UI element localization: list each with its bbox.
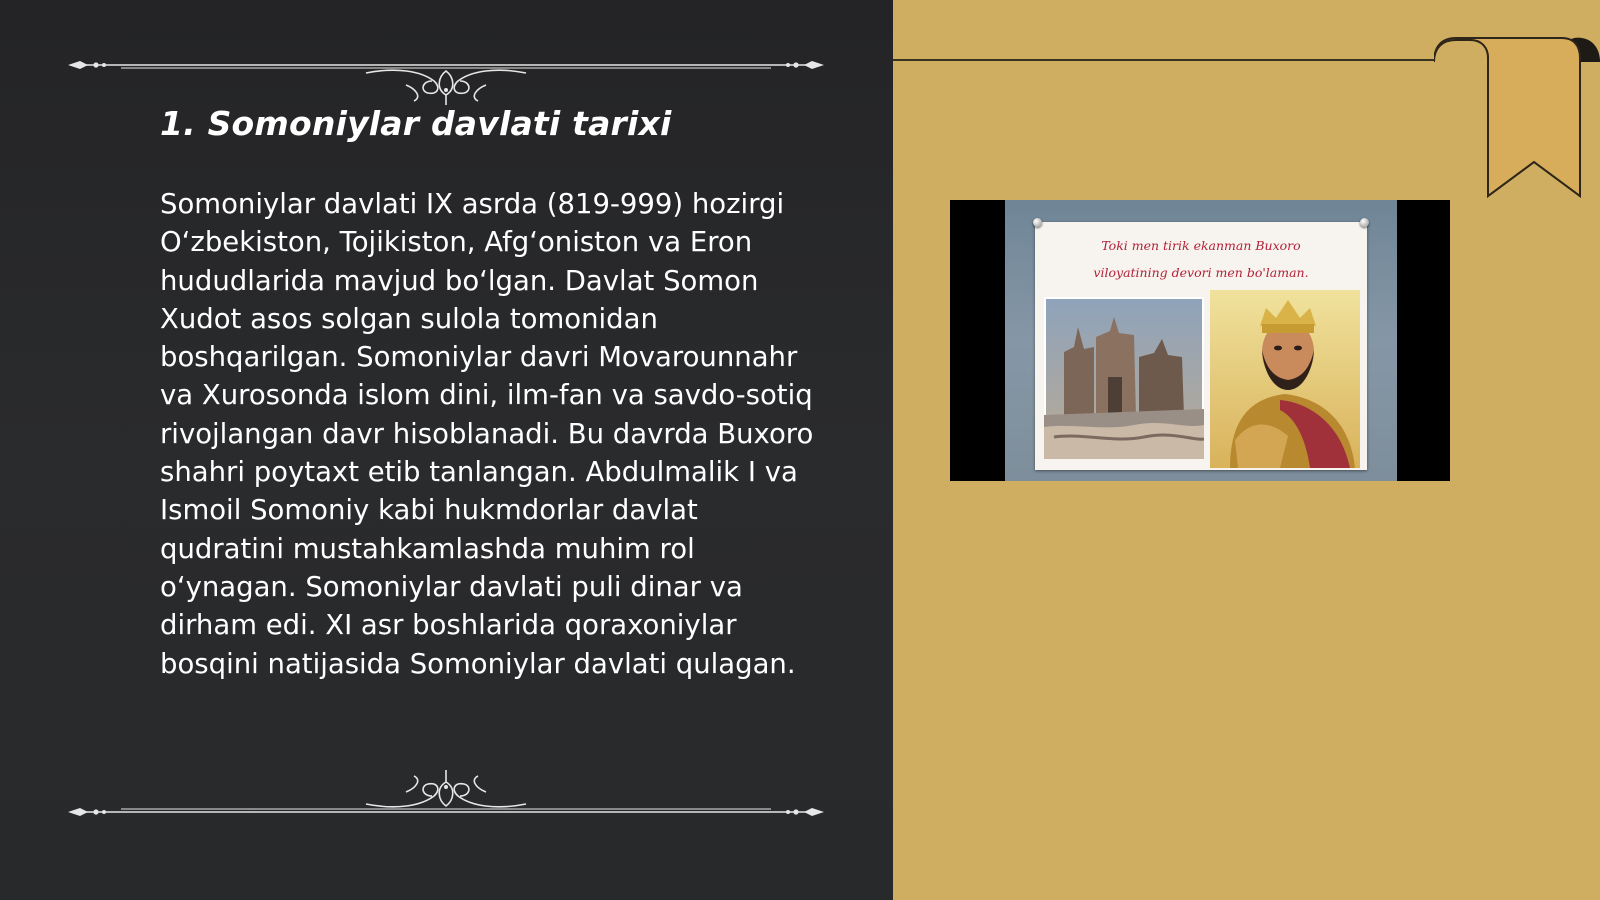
slide-title: 1. Somoniylar davlati tarixi <box>160 104 672 143</box>
bookmark-ribbon-icon <box>1434 36 1600 201</box>
pin-icon <box>1033 218 1042 227</box>
slide-body-text: Somoniylar davlati IX asrda (819-999) hozirgi O‘zbekiston, Tojikiston, Afg‘oniston va Eron hududlarida mavjud bo‘lgan. Davlat Somon Xudot asos solgan sulola tomonidan boshqarilgan. Somoniylar davri Movarounnahr va Xurosonda islom dini, ilm-fan va savdo-sotiq rivojlangan davr hisoblanadi. Bu davrda Buxoro shahri poytaxt etib tanlangan. Abdulmalik I va Ismoil Somoniy kabi hukmdorlar davlat qudratini mustahkamlashda muhim rol o‘ynagan. Somoniylar davlati puli dinar va dirham edi. XI asr boshlarida qoraxoniylar bosqini natijasida Somoniylar davlati qulagan. <box>160 188 814 680</box>
pin-icon <box>1360 218 1369 227</box>
poster-caption: Toki men tirik ekanman Buxoro viloyatining devori men bo'laman. <box>1093 238 1309 280</box>
ruler-portrait <box>1210 290 1360 468</box>
fortress-painting <box>1044 297 1204 459</box>
slide-picture <box>950 200 1450 481</box>
top-ornament-divider-icon <box>66 45 826 105</box>
poster-card <box>1035 222 1367 470</box>
bottom-ornament-divider-icon <box>66 770 826 830</box>
picture-background <box>1005 200 1397 481</box>
